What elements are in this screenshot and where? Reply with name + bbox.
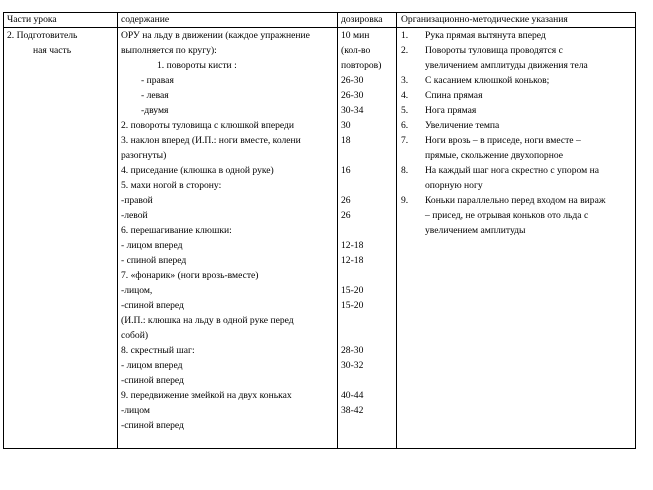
- dosage-value: 15-20: [341, 300, 364, 311]
- header-dosage: дозировка: [341, 14, 383, 25]
- content-line: -спиной вперед: [121, 420, 184, 431]
- column-divider: [337, 13, 338, 448]
- column-divider: [117, 13, 118, 448]
- dosage-value: 30: [341, 120, 351, 131]
- content-line: 1. повороты кисти :: [157, 60, 237, 71]
- dosage-value: 40-44: [341, 390, 364, 401]
- content-line: ОРУ на льду в движении (каждое упражнение: [121, 30, 310, 41]
- content-line: - правая: [141, 75, 174, 86]
- content-line: -левой: [121, 210, 148, 221]
- content-line: разогнуты): [121, 150, 167, 161]
- note-item: 2. Повороты туловища проводятся с: [401, 45, 563, 56]
- column-divider: [396, 13, 397, 448]
- dosage-value: [341, 268, 381, 283]
- content-line: 8. скрестный шаг:: [121, 345, 195, 356]
- dosage-value: [341, 148, 381, 163]
- dosage-value: [341, 178, 381, 193]
- dosage-value: 18: [341, 135, 351, 146]
- content-line: 6. перешагивание клюшки:: [121, 225, 232, 236]
- content-line: - спиной вперед: [121, 255, 187, 266]
- note-item: 8. На каждый шаг нога скрестно с упором на: [401, 165, 599, 176]
- dosage-value: 12-18: [341, 255, 364, 266]
- header-content: содержание: [121, 14, 170, 25]
- content-line: 5. махи ногой в сторону:: [121, 180, 222, 191]
- content-line: -спиной вперед: [121, 375, 184, 386]
- note-item: 4. Спина прямая: [401, 90, 483, 101]
- content-line: -правой: [121, 195, 153, 206]
- content-line: (И.П.: клюшка на льду в одной руке перед: [121, 315, 294, 326]
- content-line: -лицом: [121, 405, 150, 416]
- dosage-value: [341, 313, 381, 328]
- dosage-value: 30-32: [341, 360, 364, 371]
- content-line: 9. передвижение змейкой на двух коньках: [121, 390, 292, 401]
- dosage-value: 30-34: [341, 105, 364, 116]
- note-item: 9. Коньки параллельно перед входом на вираж: [401, 195, 606, 206]
- note-continuation: – присед, не отрывая коньков ото льда с: [425, 210, 589, 221]
- dosage-value: 26-30: [341, 90, 364, 101]
- dosage-value: 16: [341, 165, 351, 176]
- dosage-value: 38-42: [341, 405, 364, 416]
- dosage-cell: [341, 28, 381, 433]
- content-line: 2. повороты туловища с клюшкой впереди: [121, 120, 295, 131]
- note-continuation: прямые, скольжение двухопорное: [425, 150, 564, 161]
- content-line: -спиной вперед: [121, 300, 184, 311]
- dosage-value: (кол-во: [341, 45, 371, 56]
- content-line: - лицом вперед: [121, 240, 183, 251]
- header-part: Части урока: [7, 14, 57, 25]
- content-cell: [121, 28, 310, 433]
- part-line: 2. Подготовитель: [7, 30, 78, 41]
- content-line: - левая: [141, 90, 169, 101]
- dosage-value: 26: [341, 210, 351, 221]
- dosage-value: 26: [341, 195, 351, 206]
- dosage-value: [341, 223, 381, 238]
- header-notes: Организационно-методические указания: [401, 14, 568, 25]
- note-item: 5. Нога прямая: [401, 105, 477, 116]
- content-line: собой): [121, 330, 149, 341]
- dosage-value: 10 мин: [341, 30, 370, 41]
- note-item: 3. С касанием клюшкой коньков;: [401, 75, 550, 86]
- note-item: 7. Ноги врозь – в приседе, ноги вместе –: [401, 135, 581, 146]
- dosage-value: [341, 328, 381, 343]
- dosage-value: 15-20: [341, 285, 364, 296]
- content-line: 4. приседание (клюшка в одной руке): [121, 165, 274, 176]
- dosage-value: 28-30: [341, 345, 364, 356]
- content-line: -лицом,: [121, 285, 153, 296]
- note-continuation: увеличением амплитуды: [425, 225, 526, 236]
- note-item: 6. Увеличение темпа: [401, 120, 500, 131]
- content-line: 3. наклон вперед (И.П.: ноги вместе, колени: [121, 135, 301, 146]
- dosage-value: 12-18: [341, 240, 364, 251]
- dosage-value: повторов): [341, 60, 382, 71]
- content-line: - лицом вперед: [121, 360, 183, 371]
- content-line: 7. «фонарик» (ноги врозь-вместе): [121, 270, 259, 281]
- dosage-value: [341, 418, 381, 433]
- lesson-table: [3, 12, 636, 449]
- content-line: -двумя: [141, 105, 169, 116]
- part-cell: [7, 28, 77, 58]
- note-continuation: увеличением амплитуды движения тела: [425, 60, 588, 71]
- notes-cell: [401, 28, 605, 238]
- part-line: ная часть: [33, 45, 72, 56]
- dosage-value: [341, 373, 381, 388]
- note-item: 1. Рука прямая вытянута вперед: [401, 30, 546, 41]
- content-line: выполняется по кругу):: [121, 45, 217, 56]
- note-continuation: опорную ногу: [425, 180, 483, 191]
- dosage-value: 26-30: [341, 75, 364, 86]
